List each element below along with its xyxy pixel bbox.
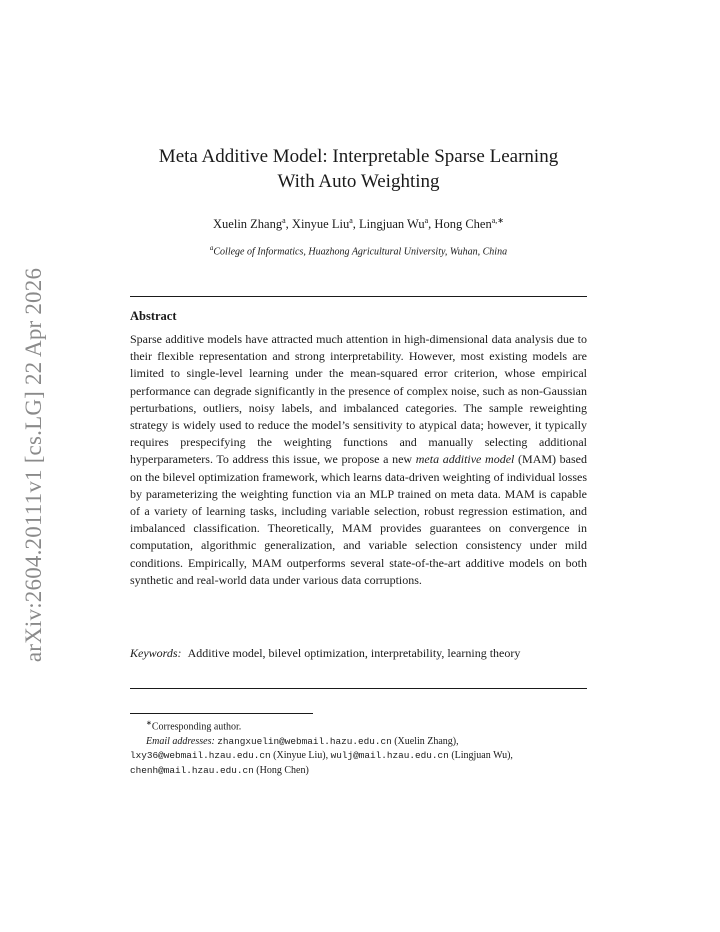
email-link[interactable]: chenh@mail.hzau.edu.cn <box>130 764 254 776</box>
footnote-corresponding <box>130 716 587 735</box>
abstract-heading: Abstract <box>130 309 177 323</box>
abstract-top-rule <box>130 296 587 297</box>
paper-title-line-1: Meta Additive Model: Interpretable Sparse Learning <box>158 146 559 167</box>
footnotes <box>130 716 587 778</box>
abstract-bottom-rule <box>130 688 587 689</box>
email-owner: (Xinyue Liu), <box>273 750 329 762</box>
abstract-text-part-2: (MAM) based on the bilevel optimization framework, which learns data-driven weighting of individual losses by parameterizing the weighting function via an MLP trained on meta data. MAM is capable of a variety of learning tasks, including variable selection, robust regression estimation, and imbalanced classification. Theoretically, MAM provides guarantees on convergence in computation, algorithmic generalization, and variable selection consistency under mild conditions. Empirically, MAM outperforms several state-of-the-art additive models on both synthetic and real-world data under various data corruptions. <box>130 452 588 587</box>
author-affiliation-mark: a <box>349 216 353 225</box>
footnote-emails-line-2 <box>130 749 587 764</box>
email-link[interactable]: wulj@mail.hzau.edu.cn <box>330 750 449 762</box>
keywords-label: Keywords: <box>130 646 182 660</box>
author-list: Xuelin Zhang$^a$, Xinyue Liu$^a$, Lingjuan Wu$^a$, Hong Chen$^{a,∗}$ <box>213 216 504 232</box>
abstract-body <box>130 331 587 589</box>
paper-title-line-2: With Auto Weighting <box>277 171 440 192</box>
author-name: Xuelin Zhang <box>213 217 283 232</box>
email-owner: (Hong Chen) <box>256 764 309 776</box>
arxiv-identifier-stamp: arXiv:2604.20111v1 [cs.LG] 22 Apr 2026 <box>21 267 46 663</box>
keywords <box>130 645 587 662</box>
email-owner: (Lingjuan Wu), <box>451 750 513 762</box>
affiliation-mark: a <box>209 244 214 252</box>
paper-title <box>130 144 587 194</box>
email-link[interactable]: lxy36@webmail.hzau.edu.cn <box>130 750 271 762</box>
corresponding-text: Corresponding author. <box>151 721 242 733</box>
email-owner: (Xuelin Zhang), <box>394 735 459 747</box>
email-link[interactable]: zhangxuelin@webmail.hazu.edu.cn <box>217 735 392 747</box>
keywords-text: Additive model, bilevel optimization, interpretability, learning theory <box>187 646 521 660</box>
abstract-emphasis: meta additive model <box>415 452 515 467</box>
footnote-emails-line-1 <box>130 735 587 750</box>
abstract-text-part-1: Sparse additive models have attracted much attention in high-dimensional data analysis due to their flexible representation and strong interpretability. However, most existing models are limited to single-level learning under the mean-squared error criterion, whose empirical performance can degrade significantly in the presence of complex noise, such as non-Gaussian perturbations, outliers, noisy labels, and imbalanced categories. The sample reweighting strategy is widely used to reduce the model’s sensitivity to atypical data; however, it typically requires prespecifying the weighting functions and manually selecting additional hyperparameters. To address this issue, we propose a new <box>130 332 587 467</box>
author-affiliation-mark: a,∗ <box>491 216 504 225</box>
author-name: Hong Chen <box>434 217 492 232</box>
affiliation <box>130 241 587 259</box>
footnote-emails-line-3 <box>130 764 587 779</box>
corresponding-mark: ∗ <box>146 719 152 727</box>
affiliation-text: College of Informatics, Huazhong Agricultural University, Wuhan, China <box>213 246 508 258</box>
author-name: Lingjuan Wu <box>359 217 425 232</box>
email-label: Email addresses: <box>146 735 215 747</box>
author-affiliation-mark: a <box>282 216 286 225</box>
author-affiliation-mark: a <box>424 216 429 225</box>
footnote-rule <box>130 713 313 714</box>
author-name: Xinyue Liu <box>291 217 350 232</box>
